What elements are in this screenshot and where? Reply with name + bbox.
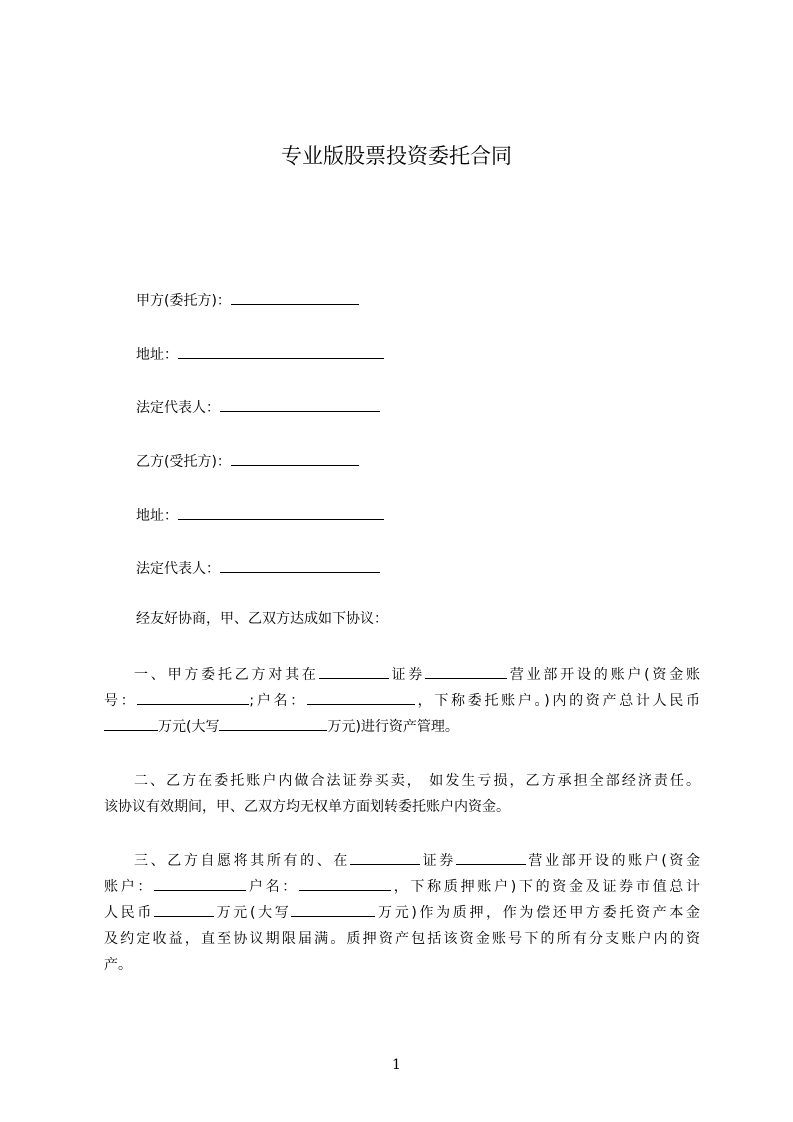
clause-3-holder-blank[interactable] <box>299 876 391 891</box>
clause-3-text: ，下称质押账户)下的资金及证券市值总计 <box>391 879 701 895</box>
party-a-representative-field <box>136 397 380 419</box>
clause-1-text: ，下称委托账户。)内的资产总计人民币 <box>414 693 701 709</box>
agreement-intro: 经友好协商，甲、乙双方达成如下协议： <box>136 611 388 627</box>
clause-3-text: 万元)作为质押，作为偿还甲方委托资产本金 <box>375 905 700 921</box>
party-b-representative-label: 法定代表人： <box>136 561 220 577</box>
party-b-address-field <box>136 505 384 527</box>
clause-3-amount-words-blank[interactable] <box>291 902 375 917</box>
clause-2 <box>104 768 700 820</box>
clause-2-line-2: 该协议有效期间，甲、乙双方均无权单方面划转委托账户内资金。 <box>104 799 510 815</box>
clause-3-text: 账户： <box>104 879 155 895</box>
party-b-address-label: 地址： <box>136 508 178 524</box>
clause-1 <box>104 662 700 740</box>
clause-3-text: 万元(大写 <box>213 905 292 921</box>
party-a-name-field <box>136 290 359 312</box>
clause-1-account-blank[interactable] <box>137 690 249 705</box>
clause-3-account-blank[interactable] <box>154 876 246 891</box>
clause-3-line-2 <box>104 874 700 900</box>
clause-3-securities-blank[interactable] <box>350 850 420 865</box>
clause-1-text: 营业部开设的账户(资金账 <box>507 667 700 683</box>
party-a-address-blank[interactable] <box>178 344 384 359</box>
clause-3-branch-blank[interactable] <box>456 850 526 865</box>
clause-3-text: 证券 <box>419 853 456 869</box>
clause-3-text: 营业部开设的账户(资金 <box>525 853 701 869</box>
clause-1-holder-blank[interactable] <box>307 690 415 705</box>
document-title: 专业版股票投资委托合同 <box>281 144 512 168</box>
clause-1-text: 万元(大写 <box>158 719 220 735</box>
clause-3-line-5: 产。 <box>104 957 132 973</box>
clause-3-line-4: 及约定收益，直至协议期限届满。质押资产包括该资金账号下的所有分支账户内的资 <box>104 931 700 947</box>
party-a-representative-label: 法定代表人： <box>136 400 220 416</box>
clause-1-line-3 <box>104 714 700 740</box>
party-b-label: 乙方(受托方)： <box>136 454 231 470</box>
party-a-address-field <box>136 344 384 366</box>
clause-1-text: 万元)进行资产管理。 <box>327 719 459 735</box>
clause-1-securities-blank[interactable] <box>319 664 389 679</box>
page-number: 1 <box>392 1057 401 1073</box>
clause-1-branch-blank[interactable] <box>425 664 507 679</box>
clause-3-line-1 <box>104 848 700 874</box>
clause-3-text: 三、乙方自愿将其所有的、在 <box>134 853 350 869</box>
clause-3 <box>104 848 700 978</box>
clause-1-line-2 <box>104 688 700 714</box>
party-a-address-label: 地址： <box>136 347 178 363</box>
clause-3-amount-blank[interactable] <box>154 902 214 917</box>
clause-1-amount-blank[interactable] <box>104 716 158 731</box>
party-b-address-blank[interactable] <box>178 505 384 520</box>
clause-2-line-1: 二、乙方在委托账户内做合法证券买卖， 如发生亏损，乙方承担全部经济责任。 <box>134 773 700 789</box>
clause-1-text: 号： <box>104 693 138 709</box>
clause-3-text: 户名： <box>246 879 299 895</box>
clause-3-text: 人民币 <box>104 905 154 921</box>
party-a-representative-blank[interactable] <box>220 397 380 412</box>
clause-1-line-1 <box>104 662 700 688</box>
clause-1-text: ;户名： <box>249 693 307 709</box>
party-a-label: 甲方(委托方)： <box>136 293 231 309</box>
clause-1-amount-words-blank[interactable] <box>219 716 327 731</box>
party-b-name-field <box>136 451 359 473</box>
party-b-representative-blank[interactable] <box>220 558 380 573</box>
clause-1-text: 证券 <box>388 667 426 683</box>
party-b-representative-field <box>136 558 380 580</box>
clause-3-line-3 <box>104 900 700 926</box>
party-b-name-blank[interactable] <box>231 451 359 466</box>
clause-1-text: 一、甲方委托乙方对其在 <box>134 667 319 683</box>
party-a-name-blank[interactable] <box>231 290 359 305</box>
